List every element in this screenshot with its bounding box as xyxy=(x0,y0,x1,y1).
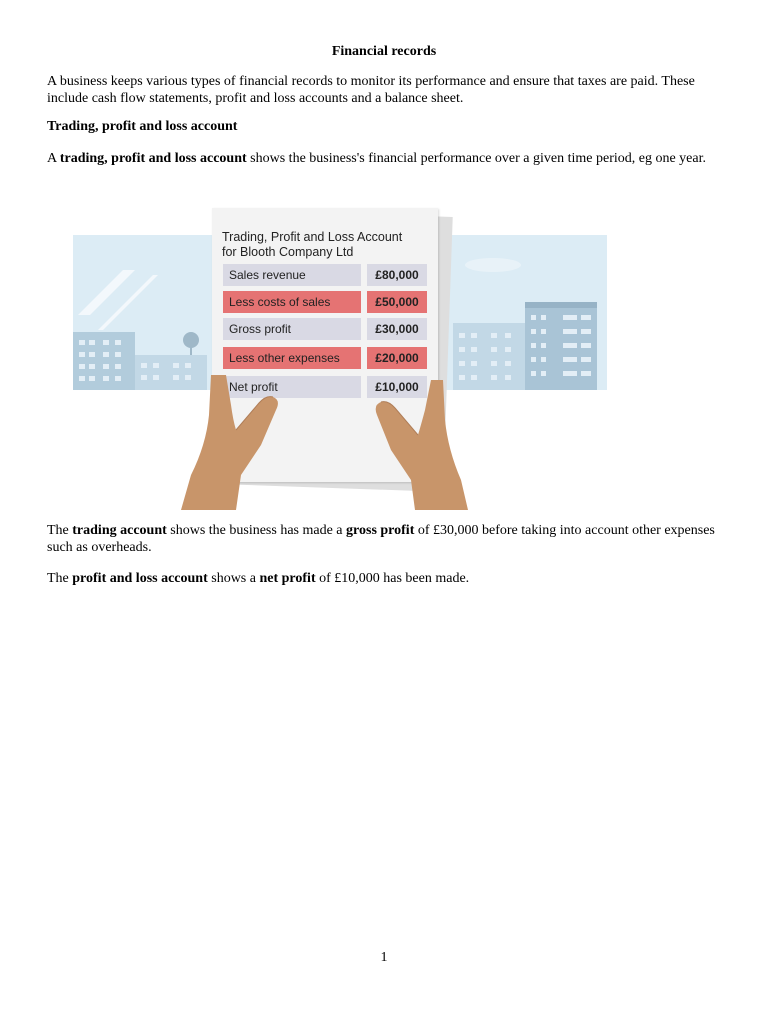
term-bold: profit and loss account xyxy=(72,571,208,586)
term-bold: trading account xyxy=(72,523,167,538)
text-run: The xyxy=(47,523,73,538)
row-value-costs-of-sales: £50,000 xyxy=(367,291,427,313)
text-run: of £30,000 before taking into account other expenses such as overheads. xyxy=(47,523,715,555)
row-value-other-expenses: £20,000 xyxy=(367,347,427,369)
page-number: 1 xyxy=(380,950,388,965)
text-run: shows the business has made a xyxy=(166,523,347,538)
trading-account-paragraph xyxy=(47,522,727,556)
row-label-costs-of-sales: Less costs of sales xyxy=(223,291,361,313)
text-run: A xyxy=(47,151,60,166)
text-run: of £10,000 has been made. xyxy=(315,571,470,586)
sheet-title xyxy=(222,230,432,260)
row-value-net-profit: £10,000 xyxy=(367,376,427,398)
term-bold: trading, profit and loss account xyxy=(59,151,247,166)
term-bold: gross profit xyxy=(346,523,415,538)
row-label-sales-revenue: Sales revenue xyxy=(223,264,361,286)
term-bold: net profit xyxy=(259,571,316,586)
row-value-gross-profit: £30,000 xyxy=(367,318,427,340)
row-value-sales-revenue: £80,000 xyxy=(367,264,427,286)
right-hand-graphic xyxy=(373,380,473,510)
intro-paragraph: A business keeps various types of financial records to monitor its performance and ensure that taxes are paid. These include cash flow statements, profit and loss accounts and a balance sheet. xyxy=(47,74,695,106)
profit-loss-illustration xyxy=(73,205,607,510)
definition-paragraph xyxy=(47,150,727,167)
profit-loss-paragraph xyxy=(47,570,727,587)
document-title: Financial records xyxy=(331,44,437,59)
left-hand-graphic xyxy=(181,375,281,510)
text-run: The xyxy=(47,571,73,586)
row-label-net-profit: Net profit xyxy=(223,376,361,398)
sheet-title-line2: for Blooth Company Ltd xyxy=(222,245,354,259)
text-run: shows the business's financial performance over a given time period, eg one year. xyxy=(246,151,706,166)
row-label-other-expenses: Less other expenses xyxy=(223,347,361,369)
sheet-title-line1: Trading, Profit and Loss Account xyxy=(222,230,403,244)
row-label-gross-profit: Gross profit xyxy=(223,318,361,340)
text-run: shows a xyxy=(207,571,260,586)
section-heading: Trading, profit and loss account xyxy=(47,119,238,134)
